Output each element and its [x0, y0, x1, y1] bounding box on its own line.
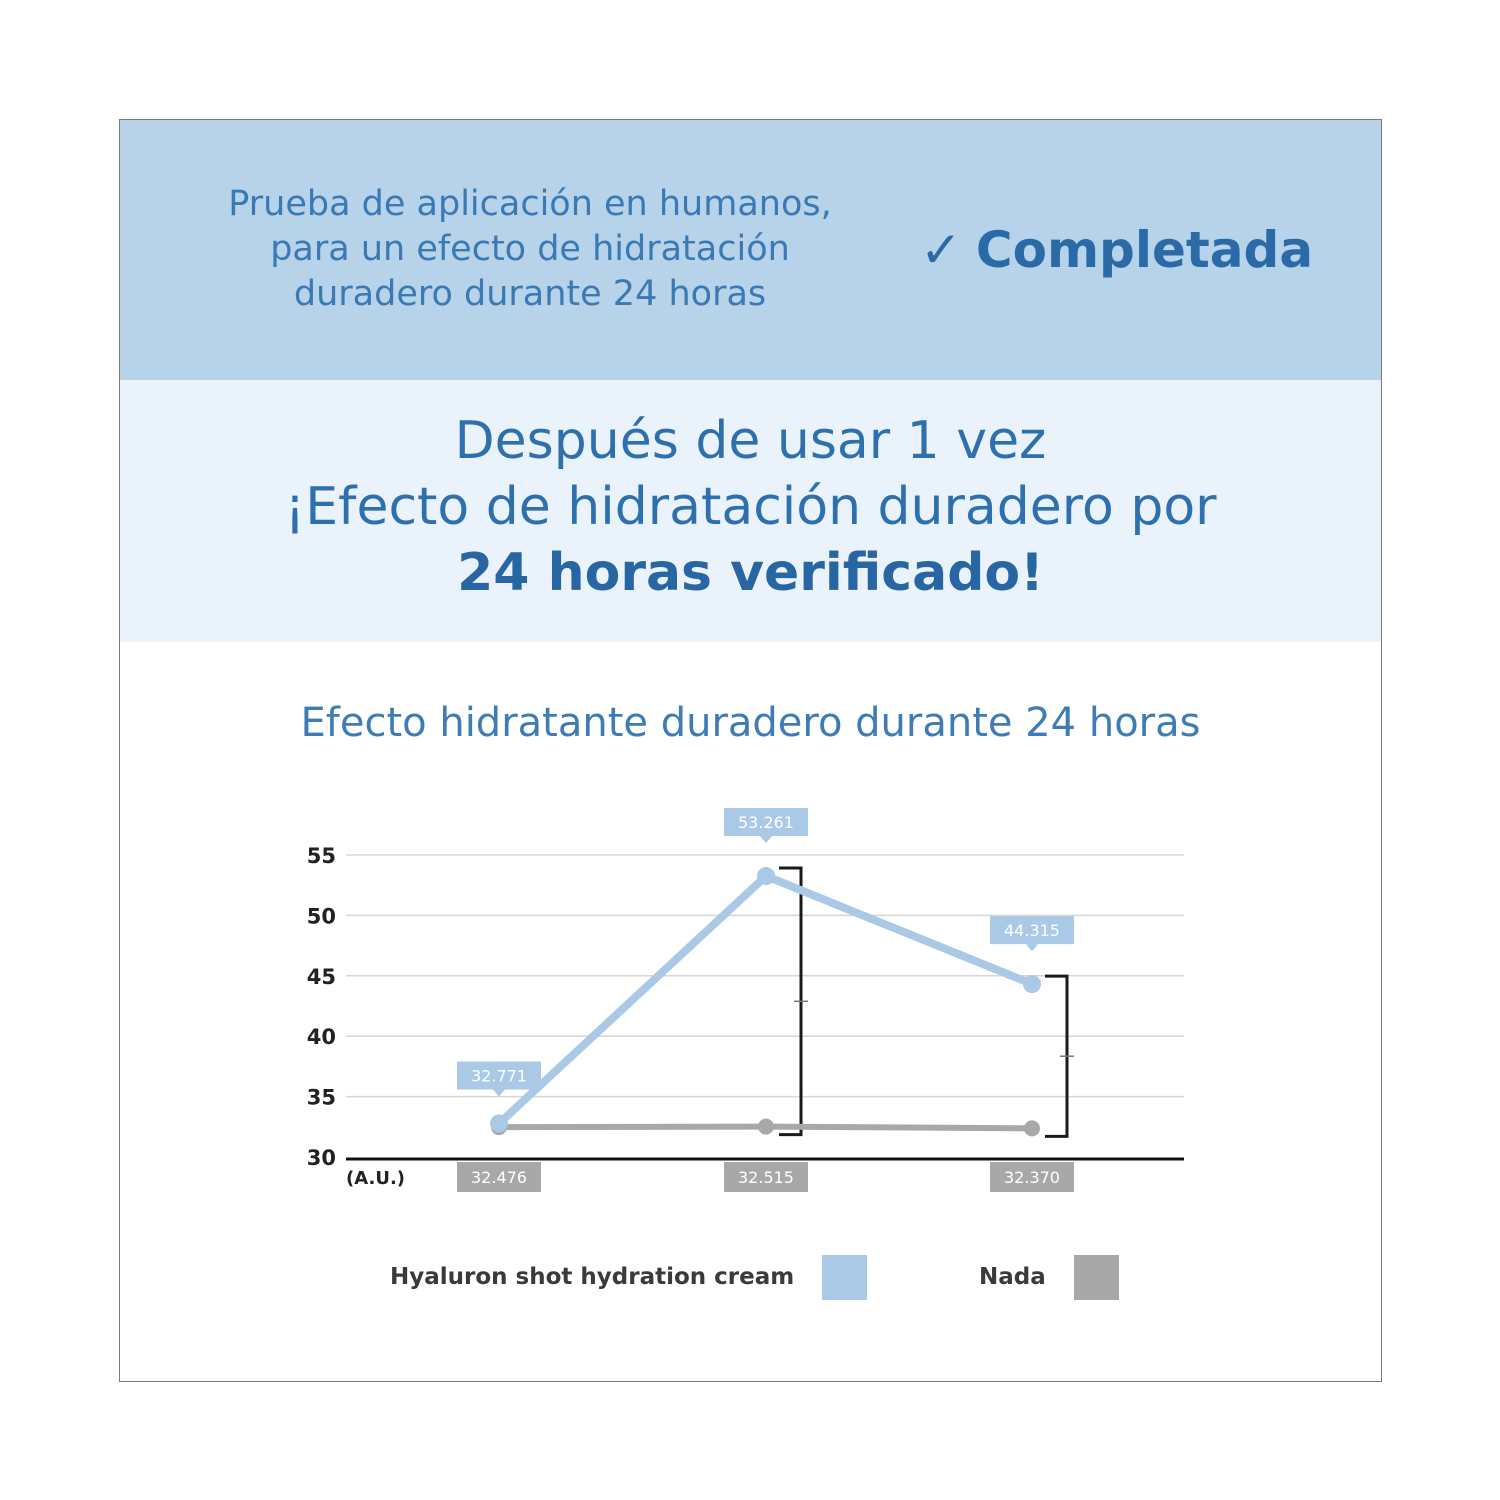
- infographic-card: [119, 119, 1382, 1382]
- y-tick-label: 30: [306, 1146, 336, 1170]
- data-point-cream: [490, 1115, 508, 1133]
- data-point-cream: [1023, 975, 1041, 993]
- test-description-line: Prueba de aplicación en humanos,: [228, 184, 832, 224]
- chart-legend: [120, 1254, 1381, 1304]
- data-label-nada: 32.370: [1004, 1168, 1060, 1187]
- legend-item-nada: [979, 1254, 1119, 1300]
- data-point-nada: [758, 1119, 774, 1135]
- legend-item-cream: [390, 1254, 867, 1300]
- data-point-nada: [1024, 1120, 1040, 1136]
- headline-line-1: Después de usar 1 vez: [454, 411, 1047, 471]
- hydration-line-chart: [120, 120, 1382, 1382]
- data-label-cream: 44.315: [1004, 921, 1060, 941]
- series-line-cream: [499, 876, 1032, 1124]
- test-description-line: para un efecto de hidratación: [270, 229, 790, 269]
- data-label-pointer-cream: [760, 836, 772, 843]
- data-label-nada: 32.515: [738, 1168, 794, 1187]
- headline-line-2: ¡Efecto de hidratación duradero por: [284, 477, 1217, 537]
- data-label-cream: 53.261: [738, 813, 794, 833]
- legend-label-cream: Hyaluron shot hydration cream: [390, 1264, 795, 1290]
- data-label-cream: 32.771: [471, 1066, 527, 1086]
- checkmark-icon: ✓: [920, 221, 962, 279]
- y-tick-label: 35: [306, 1085, 336, 1110]
- test-description-line: duradero durante 24 horas: [293, 274, 767, 314]
- y-tick-label: 45: [306, 964, 336, 989]
- chart-title: Efecto hidratante duradero durante 24 horas: [300, 700, 1201, 746]
- y-tick-label: 50: [306, 904, 336, 929]
- legend-label-nada: Nada: [979, 1264, 1046, 1290]
- data-label-pointer-cream: [1026, 944, 1038, 951]
- unit-label: (A.U.): [346, 1168, 406, 1189]
- data-point-cream: [757, 867, 775, 885]
- y-tick-label: 40: [306, 1025, 336, 1050]
- y-tick-label: 55: [306, 844, 336, 868]
- data-label-pointer-cream: [493, 1090, 505, 1097]
- status-label: Completada: [975, 221, 1314, 279]
- legend-swatch-cream: [822, 1255, 867, 1300]
- data-label-nada: 32.476: [471, 1168, 527, 1187]
- legend-swatch-nada: [1074, 1255, 1119, 1300]
- headline-line-3: 24 horas verificado!: [457, 543, 1044, 603]
